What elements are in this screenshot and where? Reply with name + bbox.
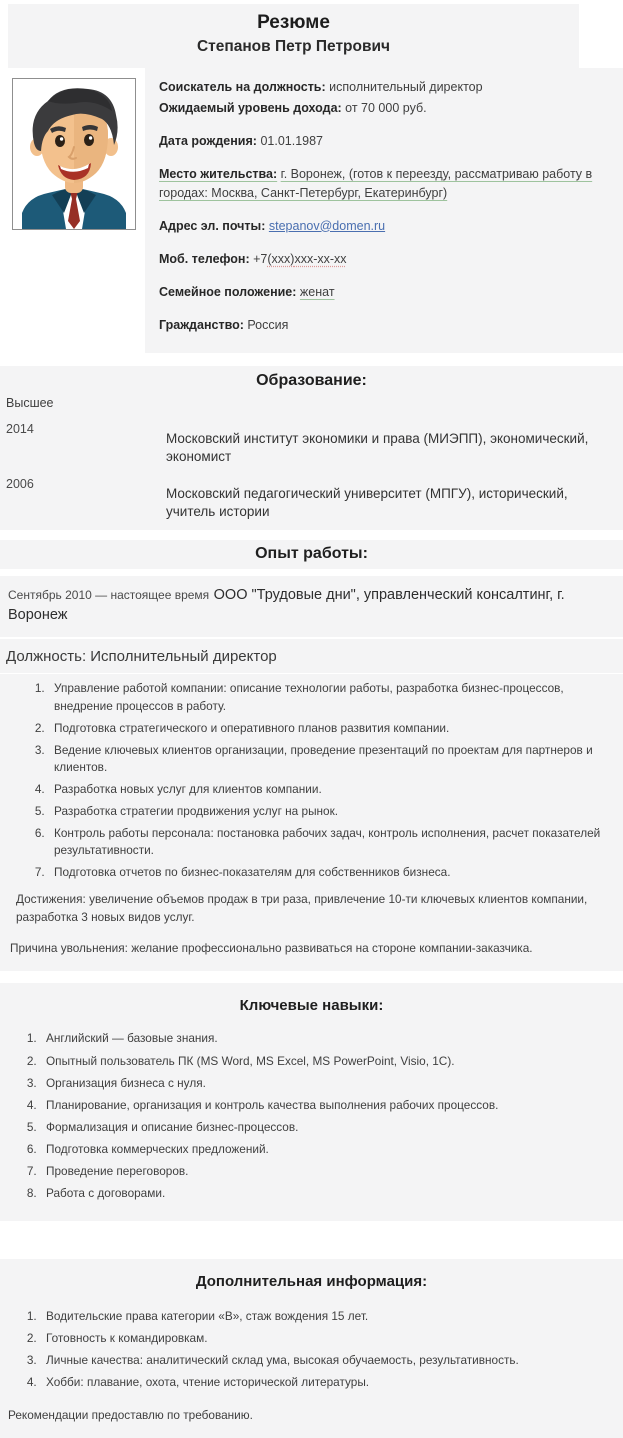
experience-employer-block [0,576,623,637]
additional-list [0,1308,623,1391]
education-text: Московский педагогический университет (МПГУ), исторический, учитель истории [166,486,568,519]
field-email [159,217,613,235]
duty-item: 3. Ведение ключевых клиентов организации, проведение презентаций по проектам для партнеров и клиентов. [48,742,609,776]
field-marital-value: женат [299,284,335,299]
experience-company: ООО "Трудовые дни", управленческий консалтинг, г. Воронеж [8,587,565,623]
skills-heading: Ключевые навыки: [239,997,384,1015]
field-location-label: Место жительства: [159,167,278,182]
field-phone-label: Моб. телефон: [159,251,250,266]
education-level: Высшее [6,396,54,411]
photo-frame [12,78,136,230]
field-citizenship-value: Россия [247,318,289,332]
experience-heading: Опыт работы: [255,545,368,563]
additional-info-section [0,1259,623,1437]
duty-item: 4. Разработка новых услуг для клиентов компании. [48,781,609,798]
field-phone [159,250,613,268]
personal-section [0,68,623,353]
skill-item: 3. Организация бизнеса с нуля. [40,1075,617,1092]
field-position [159,78,613,96]
field-salary-value: от 70 000 руб. [345,101,427,116]
duty-item: 1. Управление работой компании: описание технологии работы, разработка бизнес-процессов, внедрение процессов в работу. [48,680,609,714]
duty-item: 5. Разработка стратегии продвижения услуг на рынок. [48,803,609,820]
skills-list [0,1030,623,1202]
achievements-text: Достижения: увеличение объемов продаж в три раза, привлечение 10-ти ключевых клиентов компании, разработка 3 новых видов услуг. [16,892,588,925]
education-row [0,469,623,520]
photo-column [0,68,145,353]
duty-item: 6. Контроль работы персонала: постановка рабочих задач, контроль исполнения, расчет показателей результативности. [48,825,609,859]
header-block [8,4,579,68]
experience-heading-band [0,540,623,569]
additional-heading: Дополнительная информация: [195,1273,428,1291]
duty-item: 7. Подготовка отчетов по бизнес-показателям для собственников бизнеса. [48,864,609,881]
resume-document [0,4,623,1438]
education-heading: Образование: [256,372,367,390]
phone-number: xxx-xx-xx [294,251,347,266]
phone-prefix: +7 [253,251,268,266]
phone-area: (xxx) [267,251,295,266]
duty-item: 2. Подготовка стратегического и оперативного планов развития компании. [48,720,609,737]
field-birth-label: Дата рождения: [159,134,257,149]
personal-info-panel [145,68,623,353]
field-citizenship [159,316,613,334]
education-text: Московский институт экономики и права (МИЭПП), экономический, экономист [166,431,589,464]
avatar-image [14,81,134,229]
field-birth [159,132,613,150]
education-section [0,366,623,530]
page-title: Резюме [257,12,330,33]
skill-item: 5. Формализация и описание бизнес-процессов. [40,1119,617,1136]
field-salary [159,99,613,117]
field-location-value: г. Воронеж, (готов к переезду, рассматриваю работу в городах: Москва, Санкт-Петербург, Екатеринбург) [159,167,593,200]
field-marital [159,283,613,301]
education-year: 2006 [6,477,34,492]
duties-list [8,680,615,881]
skill-item: 2. Опытный пользователь ПК (MS Word, MS Excel, MS PowerPoint, Visio, 1С). [40,1053,617,1070]
skill-item: 1. Английский — базовые знания. [40,1030,617,1047]
field-citizenship-label: Гражданство: [159,318,244,332]
experience-period: Сентябрь 2010 — настоящее время [8,588,210,603]
additional-item: 2. Готовность к командировкам. [40,1330,617,1347]
field-location [159,165,613,201]
education-row [0,414,623,465]
candidate-name: Степанов Петр Петрович [196,38,391,55]
additional-item: 3. Личные качества: аналитический склад ума, высокая обучаемость, результативность. [40,1352,617,1369]
education-year: 2014 [6,422,34,437]
additional-item: 1. Водительские права категории «В», стаж вождения 15 лет. [40,1308,617,1325]
skill-item: 4. Планирование, организация и контроль качества выполнения рабочих процессов. [40,1097,617,1114]
additional-item: 4. Хобби: плавание, охота, чтение исторической литературы. [40,1374,617,1391]
leave-reason-text: Причина увольнения: желание профессионально развиваться на стороне компании-заказчика. [10,940,533,955]
field-position-value: исполнительный директор [329,80,483,94]
skill-item: 7. Проведение переговоров. [40,1163,617,1180]
field-marital-label: Семейное положение: [159,284,297,299]
email-link[interactable]: stepanov@domen.ru [268,218,386,233]
field-position-label: Соискатель на должность: [159,80,326,94]
field-email-label: Адрес эл. почты: [159,218,266,233]
experience-position: Должность: Исполнительный директор [0,639,623,673]
recommendations-note: Рекомендации предоставлю по требованию. [8,1407,253,1422]
skills-section [0,983,623,1221]
skill-item: 6. Подготовка коммерческих предложений. [40,1141,617,1158]
experience-body [0,674,623,971]
skill-item: 8. Работа с договорами. [40,1185,617,1202]
field-salary-label: Ожидаемый уровень дохода: [159,101,342,116]
field-birth-value: 01.01.1987 [260,134,323,149]
